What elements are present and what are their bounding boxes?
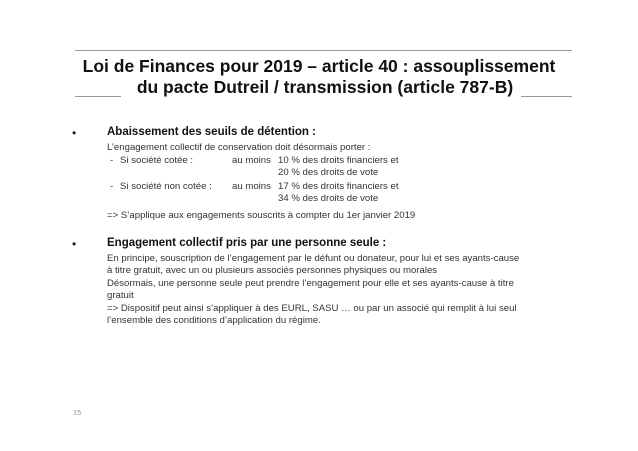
- section-1-conclusion: => S’applique aux engagements souscrits à compter du 1er janvier 2019: [107, 210, 416, 221]
- item-1-value-2: 20 % des droits de vote: [278, 167, 379, 178]
- item-1-label: Si société cotée :: [120, 155, 194, 166]
- item-1-qualifier: au moins: [232, 155, 271, 166]
- item-2-qualifier: au moins: [232, 181, 271, 192]
- slide-title-line-1: Loi de Finances pour 2019 – article 40 : assouplissement: [82, 56, 556, 76]
- section-2-line-3: Désormais, une personne seule peut prendre l’engagement pour elle et ses ayants-cause à titre: [107, 278, 514, 289]
- item-2-value-1: 17 % des droits financiers et: [278, 181, 399, 192]
- section-2-line-4: gratuit: [107, 290, 134, 301]
- section-2-line-1: En principe, souscription de l’engagement par le défunt ou donateur, pour lui et ses ayants-cause: [107, 253, 520, 264]
- item-1-value-1: 10 % des droits financiers et: [278, 155, 399, 166]
- section-1-intro: L’engagement collectif de conservation doit désormais porter :: [107, 142, 371, 153]
- section-1-heading: Abaissement des seuils de détention :: [107, 126, 316, 138]
- section-2-line-6: l’ensemble des conditions d’application du régime.: [107, 315, 321, 326]
- title-top-rule: [75, 50, 572, 51]
- slide-title-line-2: du pacte Dutreil / transmission (article 787-B): [136, 77, 514, 97]
- item-2-marker: -: [110, 181, 114, 192]
- section-1-bullet: •: [72, 126, 77, 140]
- item-1-marker: -: [110, 155, 114, 166]
- section-2-heading: Engagement collectif pris par une personne seule :: [107, 237, 387, 249]
- item-2-value-2: 34 % des droits de vote: [278, 193, 379, 204]
- item-2-label: Si société non cotée :: [120, 181, 212, 192]
- section-2-line-5: => Dispositif peut ainsi s’appliquer à des EURL, SASU … ou par un associé qui remplit à lui seul: [107, 303, 517, 314]
- section-2-line-2: à titre gratuit, avec un ou plusieurs associés personnes physiques ou morales: [107, 265, 438, 276]
- section-2-bullet: •: [72, 237, 77, 251]
- page-number: 15: [73, 408, 82, 417]
